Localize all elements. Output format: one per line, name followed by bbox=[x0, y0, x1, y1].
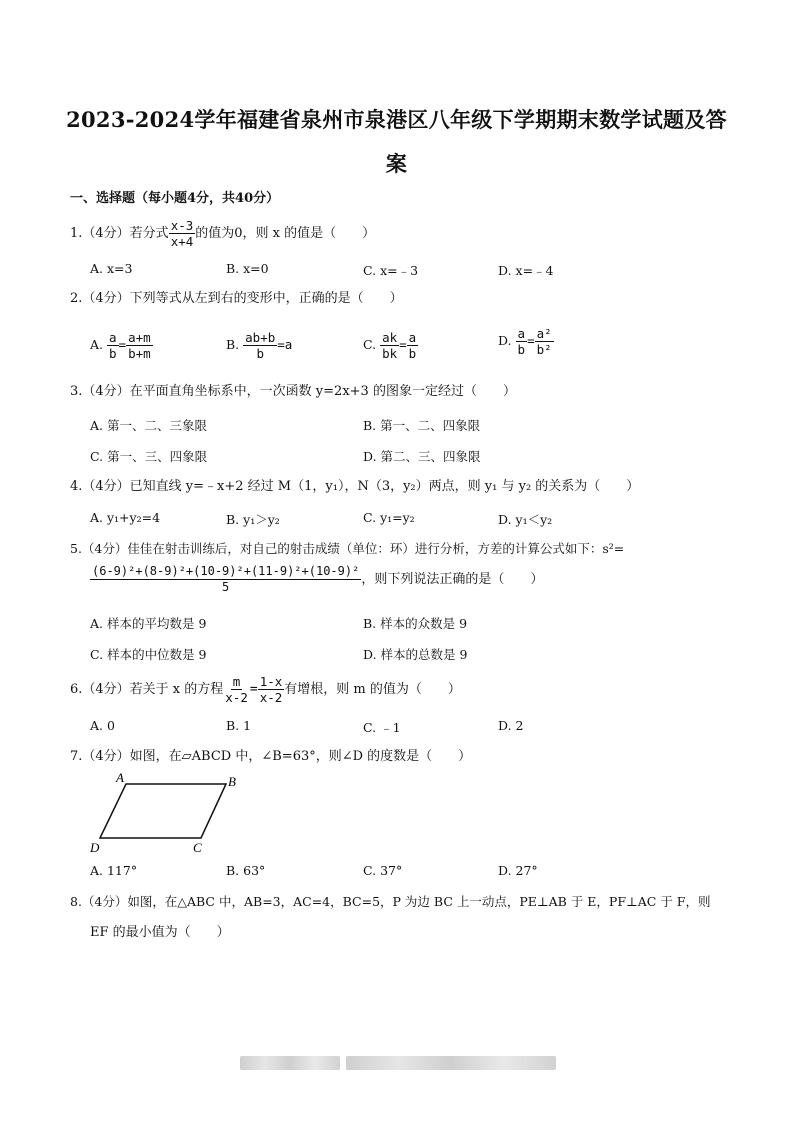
question-3: 3.（4分）在平面直角坐标系中，一次函数 y=2x+3 的图象一定经过（ ） bbox=[70, 384, 516, 399]
page-title-continued: 案 bbox=[385, 151, 408, 176]
q7-option-a: A. 117° bbox=[90, 863, 138, 878]
q1-stem-pre: 1.（4分）若分式 bbox=[70, 226, 169, 241]
q1-option-c: C. x=﹣3 bbox=[363, 263, 419, 278]
blurred-footer-watermark-2 bbox=[346, 1056, 556, 1070]
q3-option-d: D. 第二、三、四象限 bbox=[363, 449, 481, 464]
q4-option-c: C. y₁=y₂ bbox=[363, 510, 415, 525]
vertex-label-b: B bbox=[228, 774, 236, 789]
q2-option-a: A. $\frac{a}{b}$ = $\frac{a+m}{b+m}$ bbox=[90, 330, 151, 361]
question-8: 8.（4分）如图，在△ABC 中，AB=3，AC=4，BC=5，P 为边 BC 上一动点，PE⊥AB 于 E，PF⊥AC 于 F，则 bbox=[70, 894, 711, 909]
q7-option-d: D. 27° bbox=[498, 863, 538, 878]
section-heading: 一、选择题（每小题4分，共40分） bbox=[70, 191, 280, 206]
q1-fraction: $\frac{x-3}{x+4}$ bbox=[170, 218, 194, 249]
q5-option-b: B. 样本的众数是 9 bbox=[363, 616, 468, 631]
q4-option-d: D. y₁＜y₂ bbox=[498, 512, 553, 527]
q5-stem-post: ，则下列说法正确的是（ ） bbox=[361, 572, 544, 587]
q5-option-c: C. 样本的中位数是 9 bbox=[90, 647, 207, 662]
vertex-label-d: D bbox=[90, 840, 100, 855]
parallelogram-abcd bbox=[100, 784, 226, 838]
q6-option-a: A. 0 bbox=[90, 718, 115, 733]
question-6: 6.（4分）若关于 x 的方程 $\frac{m}{x-2}$ = $\frac{1-x}{x-2}$ 有增根，则 m 的值为（ ） bbox=[70, 674, 461, 705]
vertex-label-c: C bbox=[193, 840, 202, 855]
q6-option-b: B. 1 bbox=[226, 718, 252, 733]
q4-option-a: A. y₁+y₂=4 bbox=[90, 510, 161, 525]
q6-option-d: D. 2 bbox=[498, 718, 524, 733]
q2-option-b: B. $\frac{ab+b}{b}$ =a bbox=[226, 330, 293, 361]
q4-option-b: B. y₁＞y₂ bbox=[226, 512, 280, 527]
q5-variance-fraction: $\frac{\text{(6-9)²+(8-9)²+(10-9)²+(11-9)²+(10-9)²}}{5}$ bbox=[92, 564, 360, 594]
parallelogram-figure bbox=[86, 770, 246, 856]
q7-option-b: B. 63° bbox=[226, 863, 266, 878]
q5-formula bbox=[90, 564, 543, 595]
question-5: 5.（4分）佳佳在射击训练后，对自己的射击成绩（单位：环）进行分析，方差的计算公式如下：s²= bbox=[70, 541, 625, 556]
q5-option-d: D. 样本的总数是 9 bbox=[363, 647, 468, 662]
q2-option-c: C. $\frac{ak}{bk}$ = $\frac{a}{b}$ bbox=[363, 330, 417, 361]
q3-option-b: B. 第一、二、四象限 bbox=[363, 418, 481, 433]
q7-option-c: C. 37° bbox=[363, 863, 403, 878]
blurred-footer-watermark bbox=[240, 1056, 340, 1070]
q5-option-a: A. 样本的平均数是 9 bbox=[90, 616, 207, 631]
question-1 bbox=[70, 218, 375, 249]
question-4: 4.（4分）已知直线 y=﹣x+2 经过 M（1，y₁），N（3，y₂）两点，则 y₁ 与 y₂ 的关系为（ ） bbox=[70, 479, 640, 494]
q6-option-c: C. ﹣1 bbox=[363, 720, 401, 735]
question-8-continued: EF 的最小值为（ ） bbox=[90, 925, 230, 940]
vertex-label-a: A bbox=[116, 770, 124, 785]
q3-option-a: A. 第一、二、三象限 bbox=[90, 418, 207, 433]
q1-option-a: A. x=3 bbox=[90, 261, 133, 276]
q3-option-c: C. 第一、三、四象限 bbox=[90, 449, 208, 464]
question-2: 2.（4分）下列等式从左到右的变形中，正确的是（ ） bbox=[70, 291, 403, 306]
q2-option-d: D. $\frac{a}{b}$ = $\frac{\text{a²}}{\text{b²}}$ bbox=[498, 326, 552, 357]
q1-stem-post: 的值为0，则 x 的值是（ ） bbox=[195, 226, 376, 241]
page-title: 2023-2024学年福建省泉州市泉港区八年级下学期期末数学试题及答 bbox=[66, 107, 727, 132]
q1-option-d: D. x=﹣4 bbox=[498, 263, 554, 278]
question-7: 7.（4分）如图，在▱ABCD 中，∠B=63°，则∠D 的度数是（ ） bbox=[70, 749, 472, 764]
q1-option-b: B. x=0 bbox=[226, 261, 269, 276]
